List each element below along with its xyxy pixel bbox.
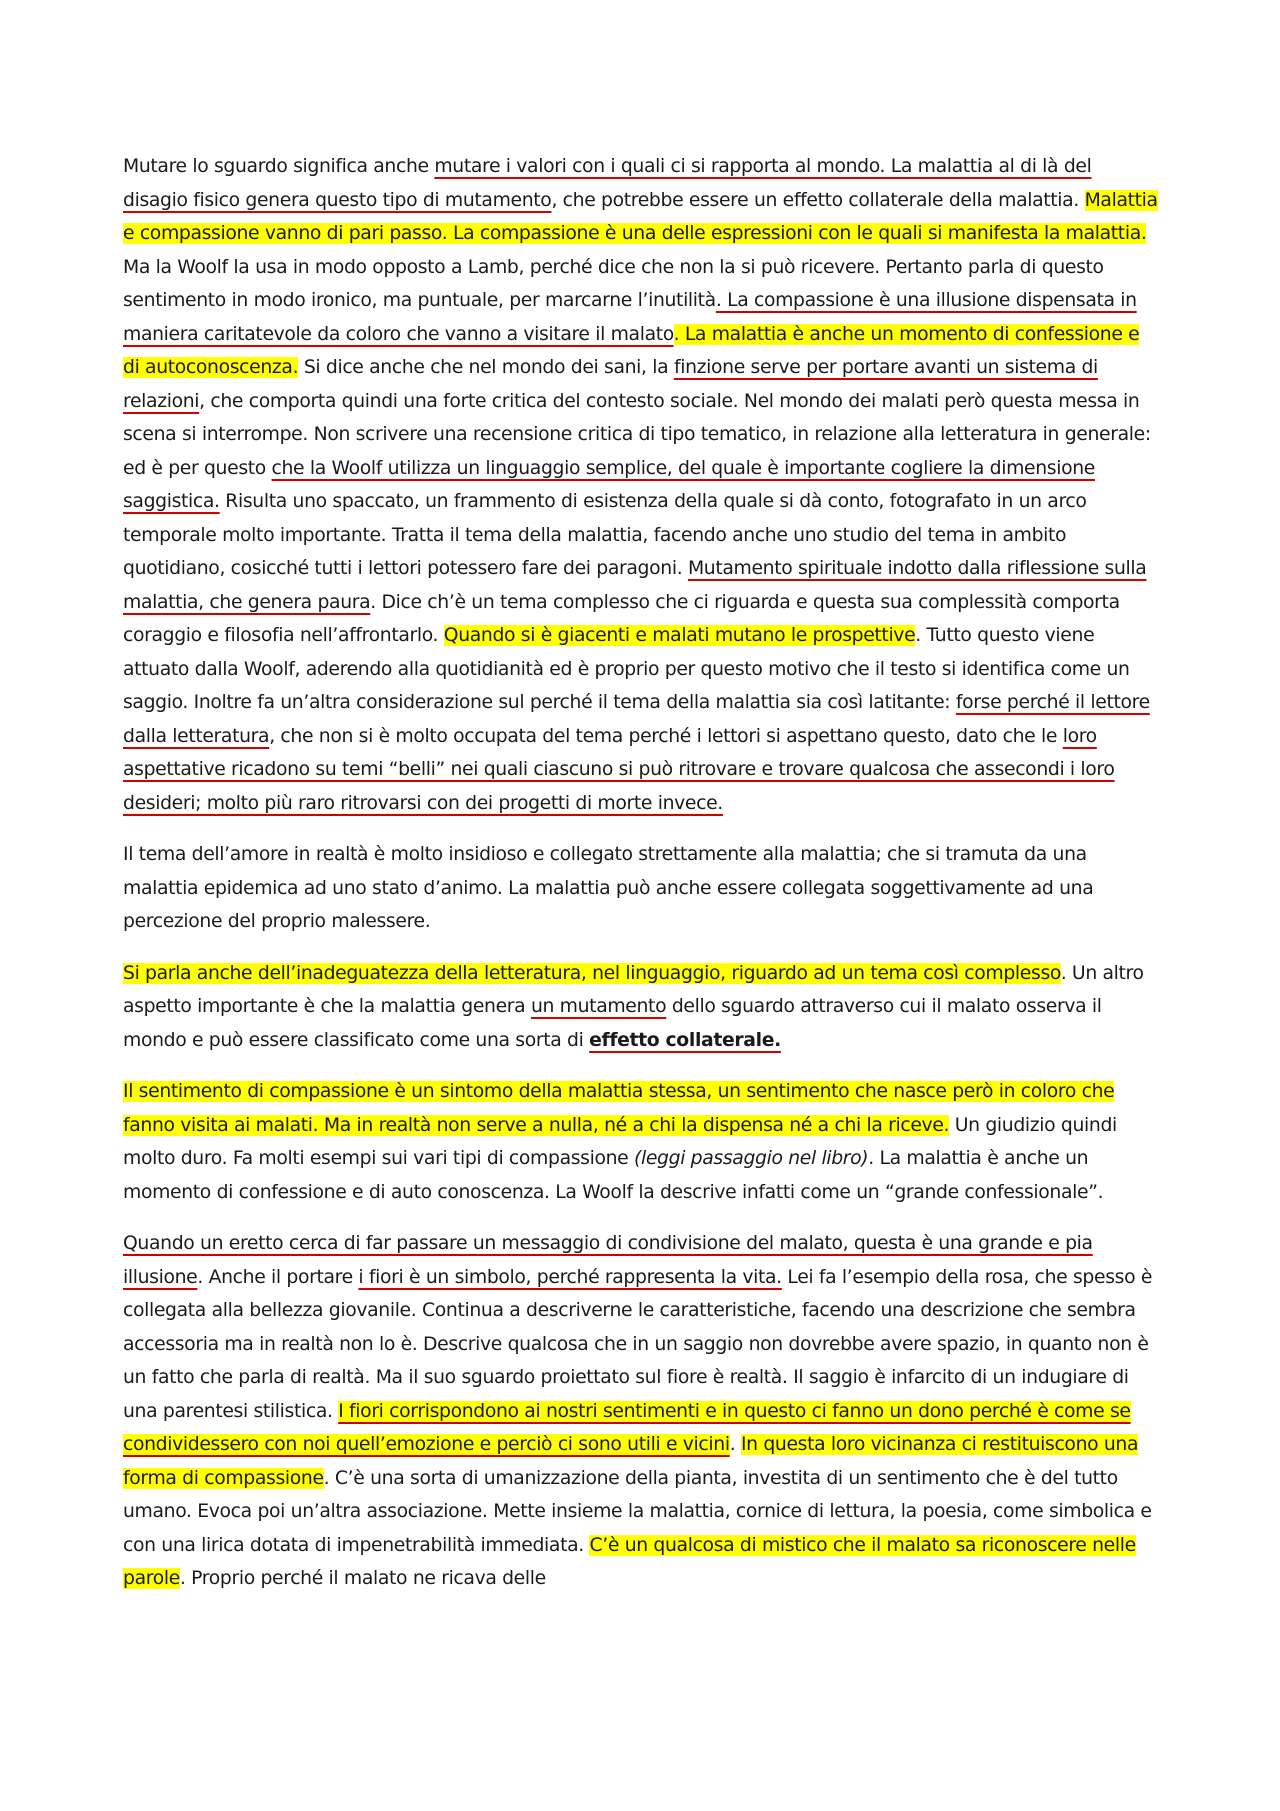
text-run: Mutare lo sguardo significa anche xyxy=(123,156,435,177)
highlighted-text: . La malattia è anche un momento di confessione e di autoconoscenza. xyxy=(123,323,1140,378)
underlined-text: i fiori è un simbolo, perché rappresenta la vita. xyxy=(358,1266,782,1288)
paragraph-4 xyxy=(123,1075,1161,1209)
text-run: . C’è una sorta di umanizzazione della pianta, investita di un sentimento che è del tutto umano. Evoca poi un’altra associazione. Mette insieme la malattia, cornice di lettura, la poesia, come simbolica e con una lirica dotata di impenetrabilità immediata. xyxy=(123,1467,1152,1556)
underlined-text: mutare i valori con i quali ci si rapporta al mondo. La malattia al di là del disagio fisico genera questo tipo di mutamento xyxy=(123,156,1092,211)
underlined-text: loro aspettative ricadono su temi “belli” nei quali ciascuno si può ritrovare e trovare qualcosa che assecondi i loro desideri; molto più raro ritrovarsi con dei progetti di morte invece. xyxy=(123,725,1115,814)
highlighted-text: Malattia e compassione vanno di pari passo. La compassione è una delle espressioni con le quali si manifesta la malattia. xyxy=(123,189,1158,244)
underlined-text: finzione serve per portare avanti un sistema di relazioni xyxy=(123,357,1098,412)
text-run: , che comporta quindi una forte critica del contesto sociale. Nel mondo dei malati però questa messa in scena si interrompe. Non scrivere una recensione critica di tipo tematico, in relazione alla letteratura in generale: ed è per questo xyxy=(123,390,1151,479)
text-run: , che potrebbe essere un effetto collaterale della malattia. xyxy=(551,189,1085,211)
text-run: Il tema dell’amore in realtà è molto insidioso e collegato strettamente alla malattia; che si tramuta da una malattia epidemica ad uno stato d’animo. La malattia può anche essere collegata soggettivamente ad una percezione del proprio malessere. xyxy=(123,844,1094,932)
text-run: . Tutto questo viene attuato dalla Woolf, aderendo alla quotidianità ed è proprio per questo motivo che il testo si identifica come un saggio. Inoltre fa un’altra considerazione sul perché il tema della malattia sia così latitante: xyxy=(123,625,1130,713)
highlighted-underlined-text: I fiori corrispondono ai nostri sentimenti e in questo ci fanno un dono perché è come se condividessero con noi quell’emozione e perciò ci sono utili e vicini xyxy=(123,1400,1131,1455)
text-run: Risulta uno spaccato, un frammento di esistenza della quale si dà conto, fotografato in un arco temporale molto importante. Tratta il tema della malattia, facendo anche uno studio del tema in ambito quotidiano, cosicché tutti i lettori potessero fare dei paragoni. xyxy=(123,491,1087,579)
text-run: . xyxy=(729,1434,741,1455)
text-run: . La malattia è anche un momento di confessione e di auto conoscenza. La Woolf la descrive infatti come un “grande confessionale”. xyxy=(123,1148,1104,1203)
text-run: . Dice ch’è un tema complesso che ci riguarda e questa sua complessità comporta coraggio e filosofia nell’affrontarlo. xyxy=(123,591,1120,646)
text-run: . Un altro aspetto importante è che la malattia genera xyxy=(123,962,1144,1017)
text-run: . Anche il portare xyxy=(197,1266,359,1288)
paragraph-2 xyxy=(123,838,1161,939)
highlighted-text: C’è un qualcosa di mistico che il malato sa riconoscere nelle parole xyxy=(123,1534,1136,1589)
highlighted-text: In questa loro vicinanza ci restituiscono una forma di compassione xyxy=(123,1434,1139,1489)
paragraph-5 xyxy=(123,1227,1161,1596)
paragraph-1 xyxy=(123,150,1161,820)
paragraph-3 xyxy=(123,957,1161,1058)
text-run: Lei fa l’esempio della rosa, che spesso è collegata alla bellezza giovanile. Continua a descriverne le caratteristiche, facendo una descrizione che sembra accessoria ma in realtà non lo è. Descrive qualcosa che in un saggio non dovrebbe avere spazio, in quanto non è un fatto che parla di realtà. Ma il suo sguardo proiettato sul fiore è realtà. Il saggio è infarcito di un indugiare di una parentesi stilistica. xyxy=(123,1266,1153,1422)
text-run: . Proprio perché il malato ne ricava delle xyxy=(179,1568,546,1589)
underlined-text: un mutamento xyxy=(530,996,667,1017)
underlined-text: Mutamento spirituale indotto dalla riflessione sulla malattia, che genera paura xyxy=(123,558,1147,613)
text-run: Un giudizio quindi molto duro. Fa molti esempi sui vari tipi di compassione xyxy=(123,1114,1117,1169)
highlighted-text: Quando si è giacenti e malati mutano le prospettive xyxy=(443,625,916,646)
italic-text: (leggi passaggio nel libro) xyxy=(634,1148,869,1169)
highlighted-text: Il sentimento di compassione è un sintomo della malattia stessa, un sentimento che nasce però in coloro che fanno visita ai malati. Ma in realtà non serve a nulla, né a chi la dispensa né a chi la riceve. xyxy=(123,1081,1115,1136)
text-run: Si dice anche che nel mondo dei sani, la xyxy=(298,357,674,378)
underlined-text: che la Woolf utilizza un linguaggio semplice, del quale è importante cogliere la dimensione saggistica. xyxy=(123,457,1095,512)
text-run: , che non si è molto occupata del tema perché i lettori si aspettano questo, dato che le xyxy=(269,725,1063,747)
underlined-text: forse perché il lettore dalla letteratura xyxy=(123,692,1150,747)
underlined-text: Quando un eretto cerca di far passare un messaggio di condivisione del malato, questa è una grande e pia illusione xyxy=(123,1233,1093,1288)
text-run: dello sguardo attraverso cui il malato osserva il mondo e può essere classificato come una sorta di xyxy=(123,996,1102,1051)
highlighted-text: Si parla anche dell’inadeguatezza della letteratura, nel linguaggio, riguardo ad un tema così complesso xyxy=(123,962,1061,984)
text-run: Ma la Woolf la usa in modo opposto a Lamb, perché dice che non la si può ricevere. Pertanto parla di questo sentimento in modo ironico, ma puntuale, per marcarne l’inutilità xyxy=(123,256,1104,311)
underlined-text: . La compassione è una illusione dispensata in maniera caritatevole da coloro che vanno a visitare il malato xyxy=(123,290,1137,345)
underlined-text: effetto collaterale. xyxy=(589,1029,781,1051)
